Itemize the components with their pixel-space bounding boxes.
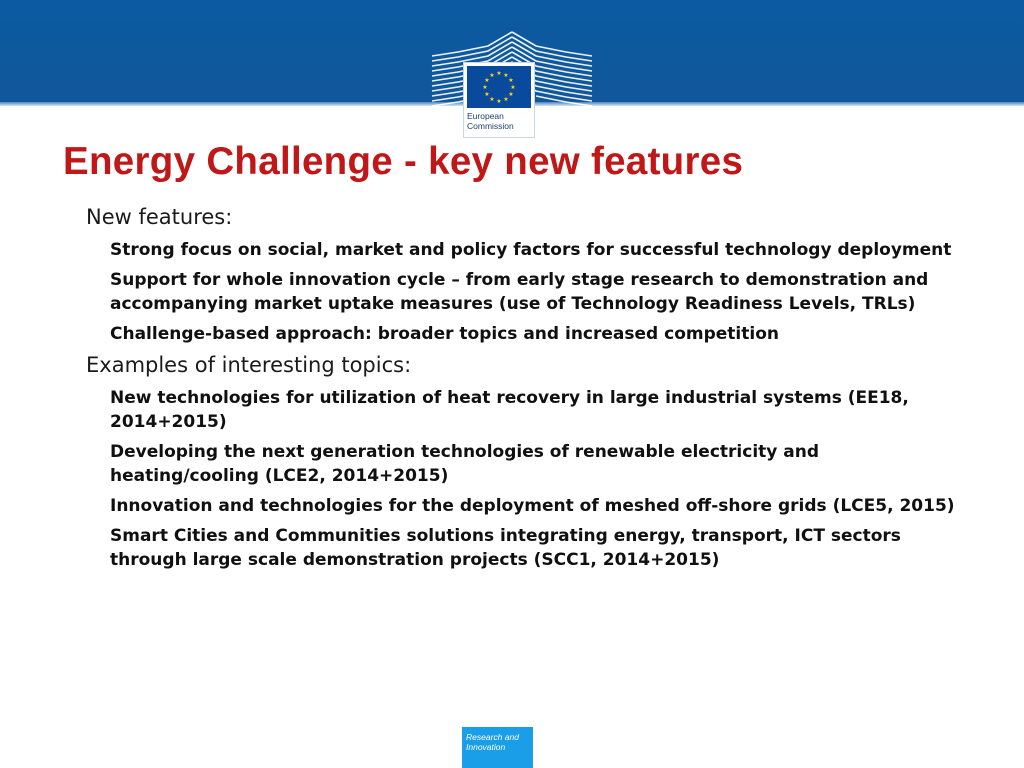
svg-text:★: ★ [496, 70, 502, 77]
svg-text:★: ★ [482, 84, 488, 91]
svg-text:★: ★ [484, 91, 490, 98]
svg-text:★: ★ [489, 72, 495, 79]
bullet-item: New technologies for utilization of heat recovery in large industrial systems (EE18, 2014+2015) [110, 388, 909, 432]
section-heading: New features: [86, 205, 233, 229]
bullet-item: Support for whole innovation cycle – from early stage research to demonstration and accompanying market uptake measures (use of Technology Readiness Levels, TRLs) [110, 270, 929, 314]
logo-text [467, 111, 514, 131]
logo-line-european: European [467, 111, 504, 121]
research-innovation-badge [462, 727, 533, 768]
bullet-item: Innovation and technologies for the deployment of meshed off-shore grids (LCE5, 2015) [110, 496, 955, 516]
footer-line-research: Research and [466, 732, 519, 742]
svg-text:★: ★ [484, 77, 490, 84]
footer-text [466, 732, 519, 752]
footer-line-innovation: Innovation [466, 742, 506, 752]
svg-text:★: ★ [508, 91, 514, 98]
logo-line-commission: Commission [467, 121, 514, 131]
slide-title: Energy Challenge - key new features [63, 140, 744, 183]
logo-flag-panel [463, 62, 535, 138]
eu-flag-icon [467, 66, 531, 108]
svg-text:★: ★ [503, 96, 509, 103]
svg-text:★: ★ [510, 84, 516, 91]
bullet-item: Smart Cities and Communities solutions integrating energy, transport, ICT sectors through large scale demonstration projects (SCC1, 2014+2015) [110, 526, 901, 570]
bullet-item: Challenge-based approach: broader topics and increased competition [110, 324, 779, 344]
european-commission-logo [428, 28, 596, 144]
svg-text:★: ★ [496, 98, 502, 105]
svg-text:★: ★ [508, 77, 514, 84]
slide-content [86, 204, 966, 578]
svg-text:★: ★ [489, 96, 495, 103]
section-heading: Examples of interesting topics: [86, 353, 412, 377]
section-examples [86, 352, 966, 572]
svg-text:★: ★ [503, 72, 509, 79]
bullet-item: Strong focus on social, market and policy factors for successful technology deployment [110, 240, 952, 260]
bullet-item: Developing the next generation technologies of renewable electricity and heating/cooling (LCE2, 2014+2015) [110, 442, 820, 486]
section-new-features [86, 204, 966, 346]
